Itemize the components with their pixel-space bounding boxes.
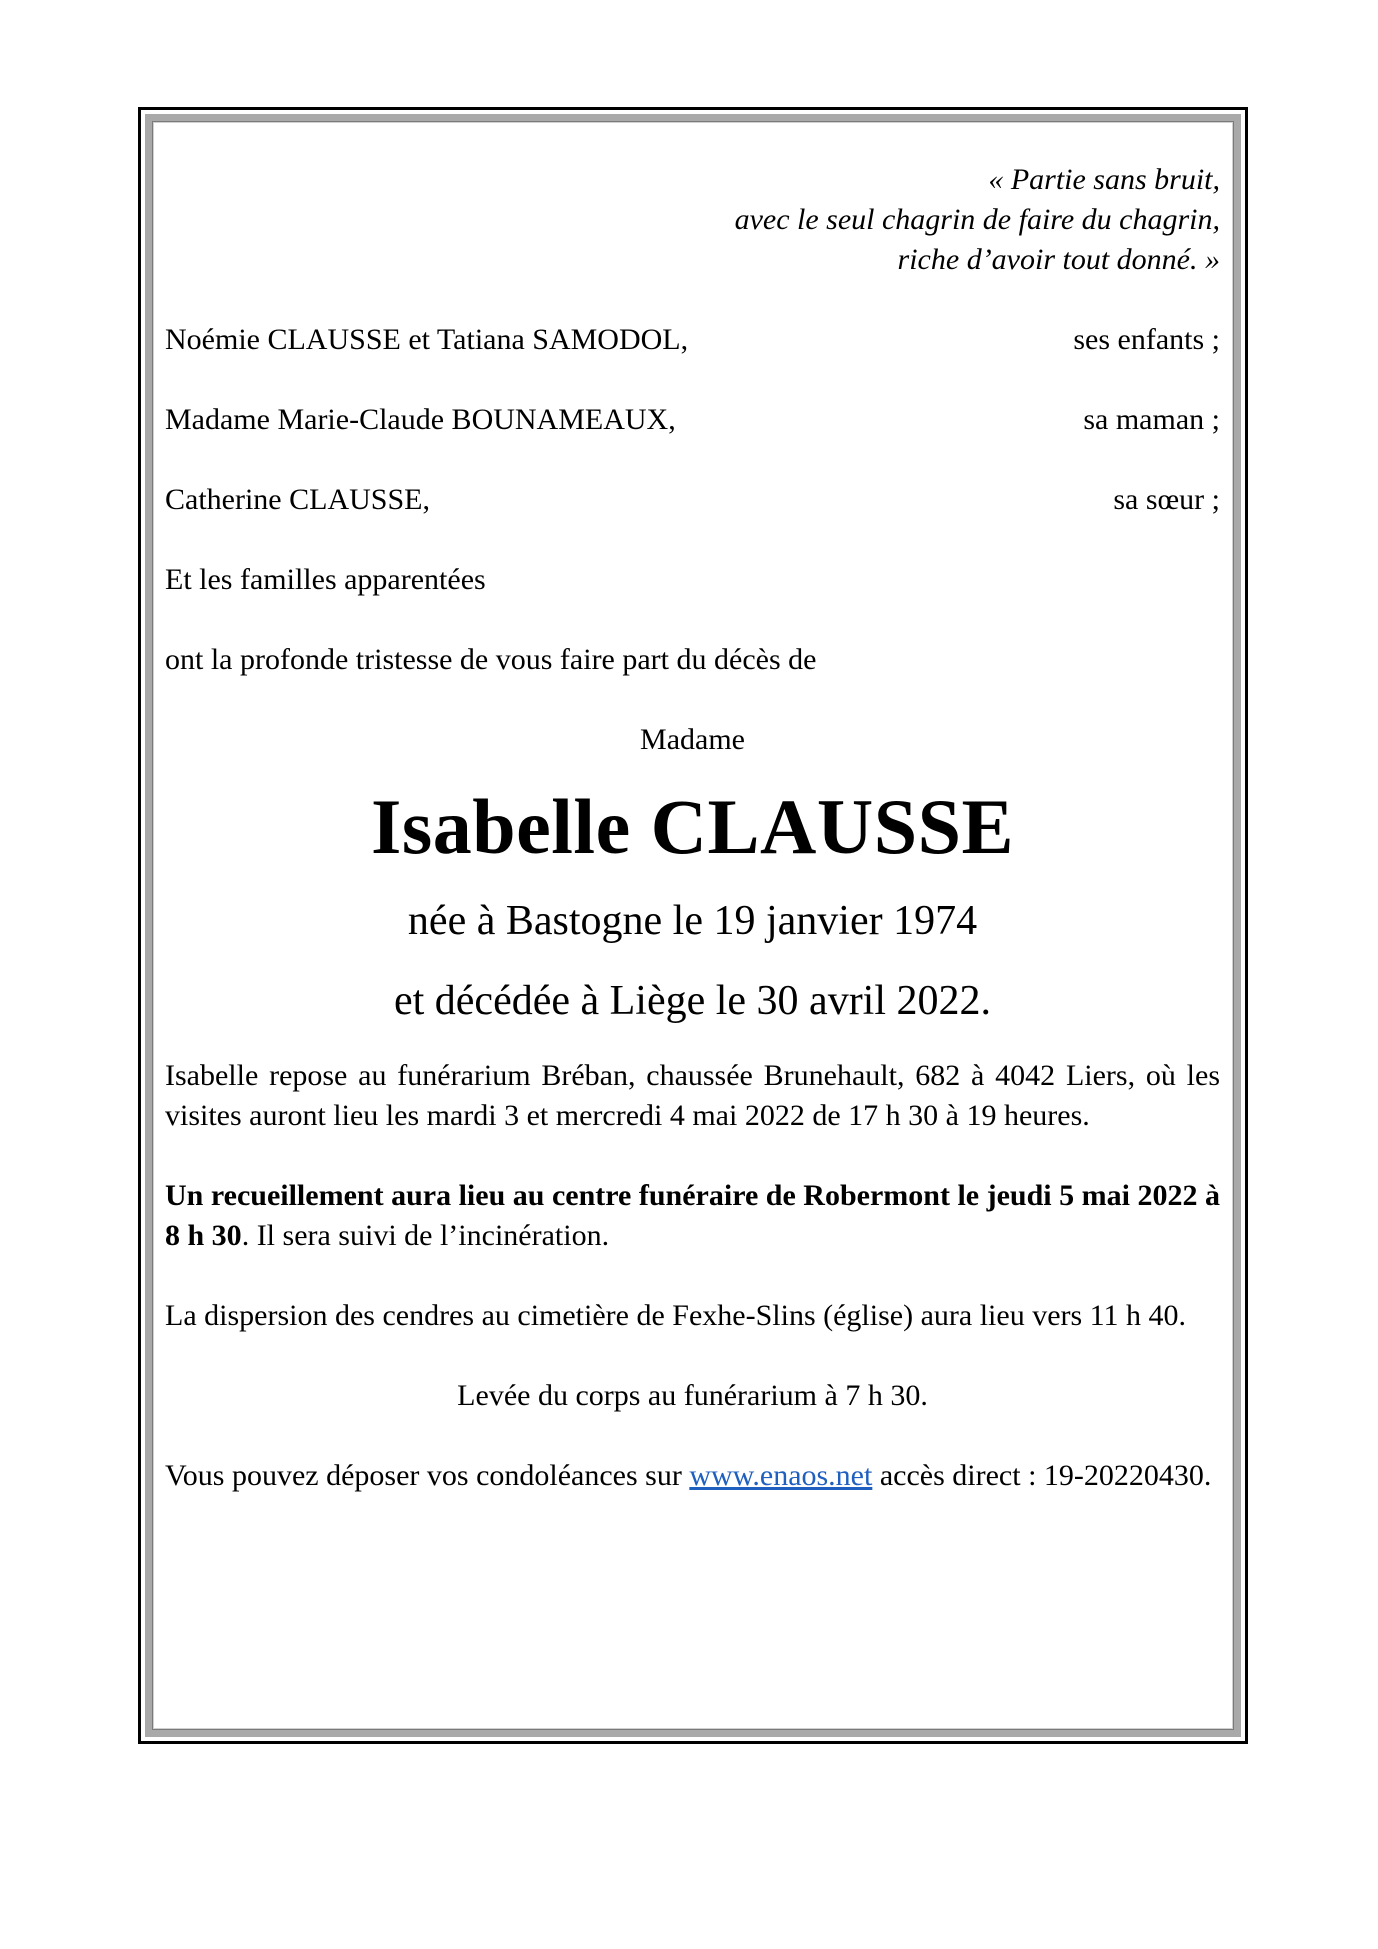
epigraph-quote [165, 160, 1220, 280]
death-line: et décédée à Liège le 30 avril 2022. [393, 978, 992, 1024]
ceremony-paragraph [165, 1176, 1220, 1256]
family-name: Noémie CLAUSSE et Tatiana SAMODOL, [165, 323, 689, 356]
quote-line: « Partie sans bruit, [988, 163, 1220, 196]
quote-line: riche d’avoir tout donné. » [897, 243, 1220, 276]
notice-content [165, 160, 1220, 1496]
ceremony-bold-text: Un recueillement aura lieu au centre funéraire de Robermont le jeudi 5 mai 2022 à 8 h 30 [165, 1179, 1220, 1252]
family-relation: sa sœur ; [1113, 483, 1220, 516]
birth-line: née à Bastogne le 19 janvier 1974 [407, 898, 978, 944]
honorific-title: Madame [640, 723, 745, 756]
family-name: Madame Marie-Claude BOUNAMEAUX, [165, 403, 676, 436]
levee-line: Levée du corps au funérarium à 7 h 30. [457, 1379, 928, 1412]
family-relation: ses enfants ; [1073, 323, 1220, 356]
quote-line: avec le seul chagrin de faire du chagrin, [734, 203, 1220, 236]
family-row [165, 320, 1220, 360]
families-line: Et les familles apparentées [165, 563, 486, 596]
condolences-text-after: accès direct : 19-20220430. [872, 1459, 1212, 1492]
announcement-line: ont la profonde tristesse de vous faire part du décès de [165, 643, 817, 676]
family-name: Catherine CLAUSSE, [165, 483, 430, 516]
condolences-paragraph [165, 1456, 1220, 1496]
family-row [165, 480, 1220, 520]
visitation-paragraph: Isabelle repose au funérarium Bréban, chaussée Brunehault, 682 à 4042 Liers, où les visites auront lieu les mardi 3 et mercredi 4 mai 2022 de 17 h 30 à 19 heures. [165, 1059, 1220, 1132]
family-row [165, 400, 1220, 440]
dispersion-paragraph: La dispersion des cendres au cimetière de Fexhe-Slins (église) aura lieu vers 11 h 40. [165, 1299, 1187, 1332]
family-relation: sa maman ; [1083, 403, 1220, 436]
deceased-name: Isabelle CLAUSSE [371, 783, 1014, 870]
condolences-link[interactable]: www.enaos.net [689, 1459, 873, 1492]
condolences-text: Vous pouvez déposer vos condoléances sur [165, 1459, 690, 1492]
ceremony-rest-text: . Il sera suivi de l’incinération. [241, 1219, 610, 1252]
